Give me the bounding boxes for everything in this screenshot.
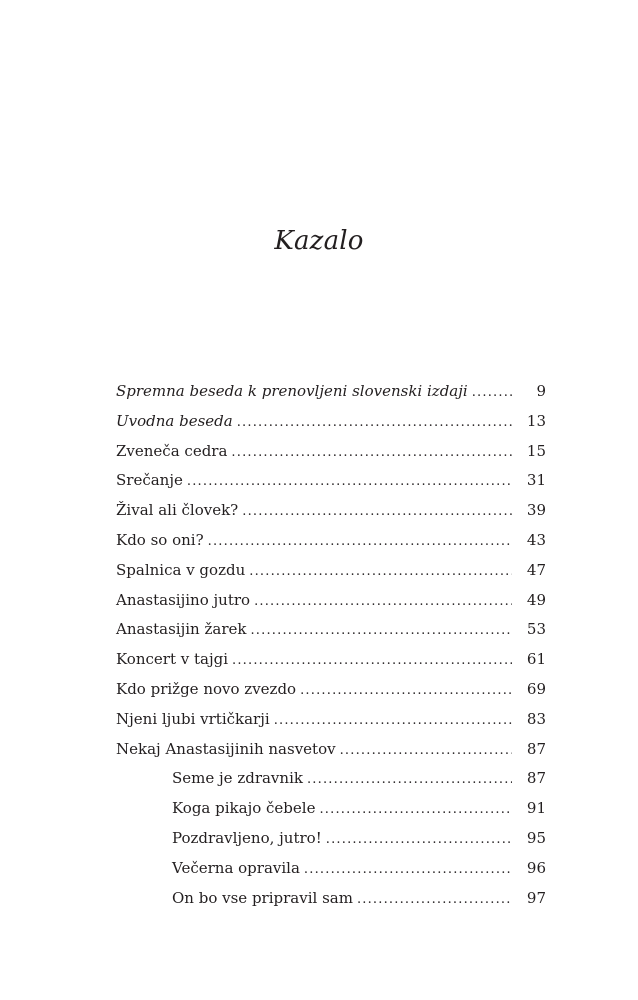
toc-entry-page: 61: [526, 650, 546, 669]
toc-entry-title: Spalnica v gozdu: [116, 560, 246, 579]
toc-entry-title: Spremna beseda k prenovljeni slovenski izdaji: [116, 382, 468, 400]
dot-leader: [187, 467, 512, 497]
toc-subentry: [116, 854, 546, 884]
toc-entry-page: 15: [526, 441, 546, 460]
toc-entry-page: 91: [526, 799, 546, 818]
toc-entry-page: 53: [526, 620, 546, 639]
toc-entry-page: 43: [526, 530, 546, 549]
dot-leader: [237, 408, 512, 438]
toc-entry: [116, 705, 546, 735]
toc-entry-page: 31: [526, 471, 546, 490]
toc-entry-page: 39: [526, 501, 546, 520]
toc-entry: [116, 735, 546, 765]
dot-leader: [357, 885, 512, 915]
toc-subentry: [116, 884, 546, 914]
dot-leader: [208, 527, 512, 557]
toc-entry: [116, 407, 546, 437]
toc-entry-page: 97: [526, 888, 546, 907]
toc-entry-title: Seme je zdravnik: [172, 769, 303, 788]
toc-entry-page: 87: [526, 769, 546, 788]
toc-entry: [116, 377, 546, 407]
toc-entry-page: 47: [526, 560, 546, 579]
toc-entry-title: Koncert v tajgi: [116, 650, 229, 669]
dot-leader: [250, 616, 512, 646]
toc-entry-title: Zveneča cedra: [116, 441, 228, 460]
dot-leader: [249, 557, 512, 587]
toc-entry-title: On bo vse pripravil sam: [172, 888, 353, 907]
toc-entry-page: 49: [526, 590, 546, 609]
table-of-contents: [116, 377, 546, 913]
toc-entry-page: 9: [536, 382, 546, 400]
dot-leader: [232, 646, 512, 676]
toc-entry-title: Srečanje: [116, 471, 183, 490]
page-title: Kazalo: [274, 226, 364, 256]
toc-entry-title: Anastasijino jutro: [116, 590, 251, 609]
toc-entry-title: Žival ali človek?: [116, 501, 239, 520]
toc-entry: [116, 437, 546, 467]
toc-entry-page: 13: [526, 411, 546, 430]
dot-leader: [242, 497, 512, 527]
toc-entry-title: Uvodna beseda: [116, 411, 233, 430]
toc-entry-page: 87: [526, 739, 546, 758]
toc-entry: [116, 615, 546, 645]
toc-entry-title: Kdo prižge novo zvezdo: [116, 679, 297, 698]
toc-entry-page: 96: [526, 858, 546, 877]
toc-entry: [116, 556, 546, 586]
toc-subentry: [116, 794, 546, 824]
toc-entry: [116, 675, 546, 705]
toc-entry: [116, 496, 546, 526]
toc-entry: [116, 466, 546, 496]
dot-leader: [326, 825, 512, 855]
toc-entry-title: Večerna opravila: [172, 858, 300, 877]
toc-entry: [116, 526, 546, 556]
dot-leader: [472, 378, 512, 408]
dot-leader: [304, 855, 512, 885]
toc-entry-title: Njeni ljubi vrtičkarji: [116, 709, 270, 728]
toc-subentry: [116, 764, 546, 794]
toc-entry: [116, 645, 546, 675]
toc-entry-page: 69: [526, 679, 546, 698]
toc-entry-page: 83: [526, 709, 546, 728]
toc-entry-title: Nekaj Anastasijinih nasvetov: [116, 739, 336, 758]
dot-leader: [231, 438, 512, 468]
toc-entry-page: 95: [526, 828, 546, 847]
dot-leader: [340, 736, 512, 766]
toc-entry-title: Pozdravljeno, jutro!: [172, 828, 322, 847]
dot-leader: [319, 795, 512, 825]
toc-subentry: [116, 824, 546, 854]
dot-leader: [254, 587, 512, 617]
toc-entry-title: Kdo so oni?: [116, 530, 204, 549]
toc-entry-title: Anastasijin žarek: [116, 620, 247, 639]
dot-leader: [307, 765, 512, 795]
toc-entry: [116, 586, 546, 616]
toc-entry-title: Koga pikajo čebele: [172, 799, 316, 818]
dot-leader: [300, 676, 512, 706]
dot-leader: [274, 706, 512, 736]
